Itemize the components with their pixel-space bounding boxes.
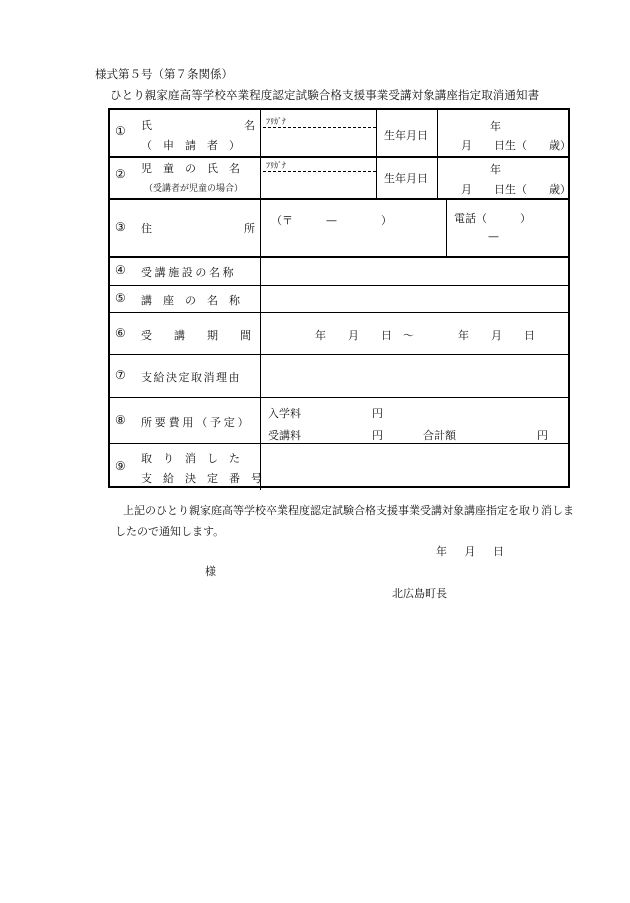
row-line-5 [110, 312, 568, 313]
row-line-7 [110, 397, 568, 398]
entrance-fee-label: 入学料 [268, 407, 301, 420]
row5-number: ⑤ [115, 291, 126, 305]
row3-label-last: 所 [244, 222, 255, 235]
notice-date: 年 月 日 [436, 545, 504, 558]
row9-label-line2: 支 給 決 定 番 号 [141, 472, 262, 485]
row1-label-first: 氏 [141, 119, 152, 132]
dob-divider-left [376, 110, 377, 200]
row4-number: ④ [115, 263, 126, 277]
issuer-name: 北広島町長 [392, 587, 447, 600]
tuition-fee-yen: 円 [372, 429, 383, 442]
row3-number: ③ [115, 220, 126, 234]
entrance-fee-yen: 円 [372, 407, 383, 420]
label-divider [260, 110, 261, 490]
period-field: 年 月 日 〜 年 月 日 [315, 329, 535, 342]
row2-furigana: ﾌﾘｶﾞﾅ [266, 161, 286, 170]
row-line-8 [110, 443, 568, 444]
row9-number: ⑨ [115, 459, 126, 473]
document-title: ひとり親家庭高等学校卒業程度認定試験合格支援事業受講対象講座指定取消通知書 [110, 88, 540, 102]
row2-label: 児 童 の 氏 名 [141, 162, 240, 175]
row-line-2 [110, 198, 568, 200]
row8-number: ⑧ [115, 413, 126, 427]
furigana-line-2 [263, 171, 376, 172]
row6-label: 受 講 期 間 [141, 329, 251, 342]
row1-number: ① [115, 124, 126, 138]
row-line-6 [110, 354, 568, 355]
row7-number: ⑦ [115, 368, 126, 382]
row2-year: 年 [490, 163, 501, 176]
row1-label-last: 名 [244, 119, 255, 132]
tuition-fee-label: 受講料 [268, 429, 301, 442]
row1-year: 年 [490, 120, 501, 133]
row2-dob-label: 生年月日 [384, 172, 428, 185]
postal-code-field: （〒 — ） [271, 214, 392, 227]
row1-label-sub: （ 申 請 者 ） [141, 139, 240, 152]
row3-label-first: 住 [141, 222, 152, 235]
row2-month-day: 月 日生（ 歳） [461, 183, 571, 196]
row5-label: 講 座 の 名 称 [141, 294, 240, 307]
row8-label: 所要費用（予定） [141, 416, 252, 429]
row1-dob-label: 生年月日 [384, 129, 428, 142]
row-line-3 [110, 256, 568, 258]
row-line-4 [110, 285, 568, 286]
notice-text: 上記のひとり親家庭高等学校卒業程度認定試験合格支援事業受講対象講座指定を取り消しましたので通知します。 [115, 504, 574, 538]
row6-number: ⑥ [115, 326, 126, 340]
form-number: 様式第５号（第７条関係） [95, 67, 233, 81]
phone-field: 電話（ ） [454, 212, 531, 225]
form-table [108, 108, 570, 488]
row2-label-sub: （受講者が児童の場合） [144, 184, 244, 194]
dob-divider-right [437, 110, 438, 200]
phone-dash: — [488, 230, 499, 243]
phone-divider [446, 200, 447, 258]
row7-label: 支給決定取消理由 [141, 371, 241, 384]
row1-furigana: ﾌﾘｶﾞﾅ [266, 117, 286, 126]
row1-month-day: 月 日生（ 歳） [461, 139, 571, 152]
row2-number: ② [115, 167, 126, 181]
total-yen: 円 [537, 429, 548, 442]
row4-label: 受講施設の名称 [141, 266, 237, 279]
recipient-suffix: 様 [205, 565, 216, 578]
furigana-line-1 [263, 127, 376, 128]
row-line-1 [110, 156, 568, 158]
row9-label-line1: 取 り 消 し た [141, 452, 240, 465]
total-label: 合計額 [423, 429, 456, 442]
